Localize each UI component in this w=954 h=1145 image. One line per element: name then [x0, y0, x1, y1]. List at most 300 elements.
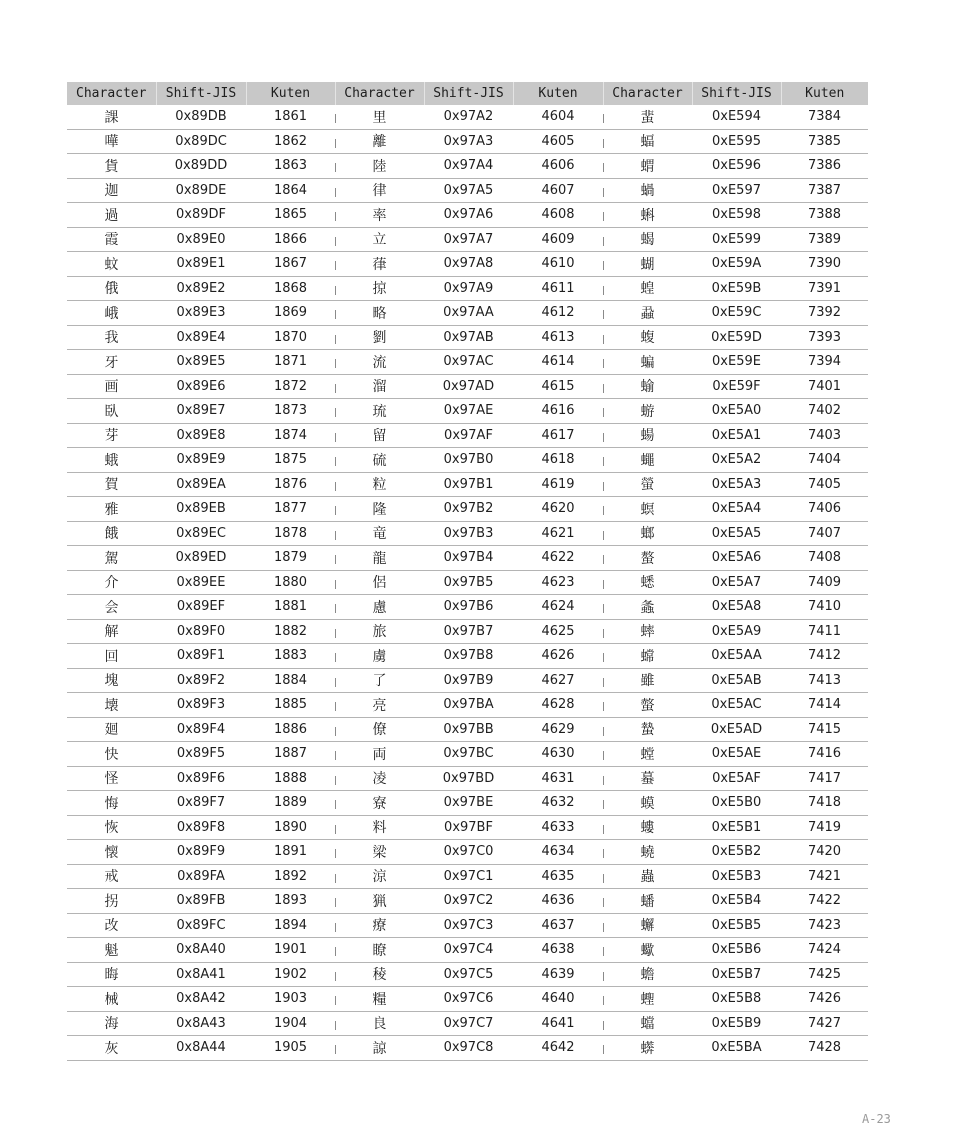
kuten-cell: 1885: [246, 693, 335, 718]
character-cell: 蝓: [603, 374, 692, 399]
shift-jis-cell: 0x89F6: [156, 766, 246, 791]
shift-jis-cell: 0x89EF: [156, 595, 246, 620]
character-cell: 蟀: [603, 619, 692, 644]
table-row: [67, 276, 868, 301]
shift-jis-cell: 0xE59C: [692, 301, 781, 326]
kuten-cell: 4608: [513, 203, 603, 228]
shift-jis-cell: 0xE599: [692, 227, 781, 252]
table-body: [67, 105, 868, 1060]
shift-jis-cell: 0x89F8: [156, 815, 246, 840]
header-character: Character: [67, 82, 156, 105]
kuten-cell: 7425: [781, 962, 868, 987]
shift-jis-cell: 0xE5B3: [692, 864, 781, 889]
kuten-cell: 4635: [513, 864, 603, 889]
kuten-cell: 7427: [781, 1011, 868, 1036]
shift-jis-cell: 0x89E0: [156, 227, 246, 252]
character-cell: 蟠: [603, 889, 692, 914]
shift-jis-cell: 0x97BC: [424, 742, 513, 767]
shift-jis-cell: 0x97B9: [424, 668, 513, 693]
shift-jis-cell: 0xE595: [692, 129, 781, 154]
kuten-cell: 7385: [781, 129, 868, 154]
character-cell: 猟: [335, 889, 424, 914]
character-cell: 掠: [335, 276, 424, 301]
shift-jis-cell: 0x89EB: [156, 497, 246, 522]
shift-jis-cell: 0x89DD: [156, 154, 246, 179]
kuten-cell: 1880: [246, 570, 335, 595]
kuten-cell: 1901: [246, 938, 335, 963]
character-cell: 貨: [67, 154, 156, 179]
character-cell: 率: [335, 203, 424, 228]
character-cell: 侶: [335, 570, 424, 595]
kuten-cell: 1883: [246, 644, 335, 669]
character-cell: 蟶: [603, 987, 692, 1012]
charset-table: [67, 82, 868, 1061]
kuten-cell: 1890: [246, 815, 335, 840]
table-row: [67, 423, 868, 448]
kuten-cell: 7421: [781, 864, 868, 889]
table-row: [67, 570, 868, 595]
character-cell: 螂: [603, 521, 692, 546]
kuten-cell: 4605: [513, 129, 603, 154]
kuten-cell: 7423: [781, 913, 868, 938]
character-cell: 魁: [67, 938, 156, 963]
character-cell: 怪: [67, 766, 156, 791]
kuten-cell: 4624: [513, 595, 603, 620]
kuten-cell: 7403: [781, 423, 868, 448]
character-cell: 蟾: [603, 962, 692, 987]
shift-jis-cell: 0x97A3: [424, 129, 513, 154]
table-row: [67, 1036, 868, 1061]
kuten-cell: 7406: [781, 497, 868, 522]
character-cell: 蝠: [603, 129, 692, 154]
shift-jis-cell: 0x97AF: [424, 423, 513, 448]
character-cell: 悔: [67, 791, 156, 816]
kuten-cell: 1903: [246, 987, 335, 1012]
character-cell: 灰: [67, 1036, 156, 1061]
shift-jis-cell: 0x97A2: [424, 105, 513, 129]
character-cell: 寮: [335, 791, 424, 816]
shift-jis-cell: 0x89DB: [156, 105, 246, 129]
shift-jis-cell: 0x89EE: [156, 570, 246, 595]
shift-jis-cell: 0xE5B0: [692, 791, 781, 816]
table-row: [67, 766, 868, 791]
kuten-cell: 1893: [246, 889, 335, 914]
kuten-cell: 1881: [246, 595, 335, 620]
table-row: [67, 619, 868, 644]
kuten-cell: 4633: [513, 815, 603, 840]
shift-jis-cell: 0x97B6: [424, 595, 513, 620]
kuten-cell: 4638: [513, 938, 603, 963]
character-cell: 過: [67, 203, 156, 228]
shift-jis-cell: 0x89FA: [156, 864, 246, 889]
kuten-cell: 4637: [513, 913, 603, 938]
kuten-cell: 7408: [781, 546, 868, 571]
shift-jis-cell: 0xE5BA: [692, 1036, 781, 1061]
shift-jis-cell: 0x89F1: [156, 644, 246, 669]
kuten-cell: 7422: [781, 889, 868, 914]
character-cell: 稜: [335, 962, 424, 987]
kuten-cell: 4606: [513, 154, 603, 179]
kuten-cell: 4619: [513, 472, 603, 497]
shift-jis-cell: 0x89F9: [156, 840, 246, 865]
character-cell: 快: [67, 742, 156, 767]
header-kuten: Kuten: [781, 82, 868, 105]
shift-jis-cell: 0xE5B4: [692, 889, 781, 914]
kuten-cell: 1894: [246, 913, 335, 938]
kuten-cell: 1874: [246, 423, 335, 448]
kuten-cell: 1863: [246, 154, 335, 179]
kuten-cell: 4609: [513, 227, 603, 252]
kuten-cell: 4631: [513, 766, 603, 791]
kuten-cell: 1889: [246, 791, 335, 816]
character-cell: 律: [335, 178, 424, 203]
table-row: [67, 178, 868, 203]
kuten-cell: 1868: [246, 276, 335, 301]
character-cell: 療: [335, 913, 424, 938]
kuten-cell: 1870: [246, 325, 335, 350]
character-cell: 虜: [335, 644, 424, 669]
shift-jis-cell: 0xE59A: [692, 252, 781, 277]
character-cell: 会: [67, 595, 156, 620]
shift-jis-cell: 0x89DE: [156, 178, 246, 203]
shift-jis-cell: 0x97B0: [424, 448, 513, 473]
shift-jis-cell: 0xE59E: [692, 350, 781, 375]
kuten-cell: 4627: [513, 668, 603, 693]
table-row: [67, 791, 868, 816]
kuten-cell: 4620: [513, 497, 603, 522]
table-row: [67, 864, 868, 889]
shift-jis-cell: 0x97B1: [424, 472, 513, 497]
shift-jis-cell: 0x97A7: [424, 227, 513, 252]
table-row: [67, 497, 868, 522]
shift-jis-cell: 0x97C1: [424, 864, 513, 889]
shift-jis-cell: 0x89E4: [156, 325, 246, 350]
character-cell: 略: [335, 301, 424, 326]
table-row: [67, 374, 868, 399]
shift-jis-cell: 0x8A41: [156, 962, 246, 987]
character-cell: 械: [67, 987, 156, 1012]
character-cell: 了: [335, 668, 424, 693]
shift-jis-cell: 0x97C5: [424, 962, 513, 987]
shift-jis-cell: 0xE5A0: [692, 399, 781, 424]
character-cell: 亮: [335, 693, 424, 718]
table-row: [67, 521, 868, 546]
shift-jis-cell: 0xE596: [692, 154, 781, 179]
shift-jis-cell: 0x89E7: [156, 399, 246, 424]
shift-jis-cell: 0x97B8: [424, 644, 513, 669]
kuten-cell: 7393: [781, 325, 868, 350]
character-cell: 蠏: [603, 913, 692, 938]
kuten-cell: 1882: [246, 619, 335, 644]
character-cell: 陸: [335, 154, 424, 179]
character-cell: 糧: [335, 987, 424, 1012]
kuten-cell: 1887: [246, 742, 335, 767]
shift-jis-cell: 0x97A9: [424, 276, 513, 301]
character-cell: 俄: [67, 276, 156, 301]
shift-jis-cell: 0x97C7: [424, 1011, 513, 1036]
character-cell: 隆: [335, 497, 424, 522]
shift-jis-cell: 0x89DC: [156, 129, 246, 154]
table-row: [67, 962, 868, 987]
character-cell: 蚊: [67, 252, 156, 277]
shift-jis-cell: 0x97C3: [424, 913, 513, 938]
header-shift-jis: Shift-JIS: [692, 82, 781, 105]
character-cell: 両: [335, 742, 424, 767]
character-cell: 芽: [67, 423, 156, 448]
kuten-cell: 7415: [781, 717, 868, 742]
table-row: [67, 154, 868, 179]
character-cell: 峨: [67, 301, 156, 326]
character-cell: 我: [67, 325, 156, 350]
kuten-cell: 7390: [781, 252, 868, 277]
shift-jis-cell: 0xE5A8: [692, 595, 781, 620]
kuten-cell: 4604: [513, 105, 603, 129]
shift-jis-cell: 0x97B5: [424, 570, 513, 595]
table-row: [67, 472, 868, 497]
character-cell: 蠍: [603, 938, 692, 963]
character-cell: 雅: [67, 497, 156, 522]
kuten-cell: 4642: [513, 1036, 603, 1061]
character-cell: 臥: [67, 399, 156, 424]
character-cell: 溜: [335, 374, 424, 399]
character-cell: 蟐: [603, 644, 692, 669]
kuten-cell: 4618: [513, 448, 603, 473]
shift-jis-cell: 0x97A6: [424, 203, 513, 228]
kuten-cell: 1905: [246, 1036, 335, 1061]
table-row: [67, 987, 868, 1012]
character-cell: 蝴: [603, 252, 692, 277]
kuten-cell: 1864: [246, 178, 335, 203]
kuten-cell: 7426: [781, 987, 868, 1012]
kuten-cell: 7424: [781, 938, 868, 963]
header-character: Character: [603, 82, 692, 105]
table-row: [67, 595, 868, 620]
table-header-row: [67, 82, 868, 105]
kuten-cell: 4634: [513, 840, 603, 865]
shift-jis-cell: 0xE59D: [692, 325, 781, 350]
shift-jis-cell: 0x97AD: [424, 374, 513, 399]
kuten-cell: 4616: [513, 399, 603, 424]
kuten-cell: 7386: [781, 154, 868, 179]
kuten-cell: 7389: [781, 227, 868, 252]
shift-jis-cell: 0xE5B2: [692, 840, 781, 865]
character-cell: 葎: [335, 252, 424, 277]
character-cell: 良: [335, 1011, 424, 1036]
shift-jis-cell: 0x97AA: [424, 301, 513, 326]
kuten-cell: 1875: [246, 448, 335, 473]
table-row: [67, 252, 868, 277]
kuten-cell: 7409: [781, 570, 868, 595]
kuten-cell: 1891: [246, 840, 335, 865]
character-cell: 蝟: [603, 154, 692, 179]
character-cell: 嘩: [67, 129, 156, 154]
kuten-cell: 7392: [781, 301, 868, 326]
shift-jis-cell: 0x97A8: [424, 252, 513, 277]
shift-jis-cell: 0xE59B: [692, 276, 781, 301]
character-cell: 竜: [335, 521, 424, 546]
shift-jis-cell: 0x89ED: [156, 546, 246, 571]
character-cell: 螽: [603, 595, 692, 620]
kuten-cell: 7405: [781, 472, 868, 497]
kuten-cell: 4630: [513, 742, 603, 767]
character-cell: 壊: [67, 693, 156, 718]
character-cell: 牙: [67, 350, 156, 375]
table-row: [67, 301, 868, 326]
shift-jis-cell: 0x89E3: [156, 301, 246, 326]
kuten-cell: 4640: [513, 987, 603, 1012]
table-row: [67, 717, 868, 742]
table-row: [67, 840, 868, 865]
kuten-cell: 7391: [781, 276, 868, 301]
shift-jis-cell: 0x97BD: [424, 766, 513, 791]
kuten-cell: 7414: [781, 693, 868, 718]
table-row: [67, 399, 868, 424]
kuten-cell: 7417: [781, 766, 868, 791]
character-cell: 拐: [67, 889, 156, 914]
character-cell: 梁: [335, 840, 424, 865]
kuten-cell: 4607: [513, 178, 603, 203]
shift-jis-cell: 0x97B3: [424, 521, 513, 546]
character-cell: 立: [335, 227, 424, 252]
shift-jis-cell: 0x97AE: [424, 399, 513, 424]
kuten-cell: 1867: [246, 252, 335, 277]
shift-jis-cell: 0x97AB: [424, 325, 513, 350]
shift-jis-cell: 0x97A5: [424, 178, 513, 203]
kuten-cell: 7420: [781, 840, 868, 865]
character-cell: 蜚: [603, 105, 692, 129]
character-cell: 蟆: [603, 791, 692, 816]
header-shift-jis: Shift-JIS: [156, 82, 246, 105]
table-row: [67, 105, 868, 129]
kuten-cell: 4623: [513, 570, 603, 595]
character-cell: 蟲: [603, 864, 692, 889]
character-cell: 蟋: [603, 570, 692, 595]
kuten-cell: 1872: [246, 374, 335, 399]
header-character: Character: [335, 82, 424, 105]
shift-jis-cell: 0xE5AB: [692, 668, 781, 693]
kuten-cell: 1902: [246, 962, 335, 987]
kuten-cell: 1871: [246, 350, 335, 375]
shift-jis-cell: 0xE5A7: [692, 570, 781, 595]
shift-jis-cell: 0x89E6: [156, 374, 246, 399]
shift-jis-cell: 0x89DF: [156, 203, 246, 228]
kuten-cell: 4628: [513, 693, 603, 718]
shift-jis-cell: 0x89EC: [156, 521, 246, 546]
shift-jis-cell: 0x97C2: [424, 889, 513, 914]
character-cell: 螢: [603, 472, 692, 497]
kuten-cell: 7404: [781, 448, 868, 473]
shift-jis-cell: 0x89F3: [156, 693, 246, 718]
kuten-cell: 1877: [246, 497, 335, 522]
shift-jis-cell: 0xE5A2: [692, 448, 781, 473]
shift-jis-cell: 0x89FB: [156, 889, 246, 914]
kuten-cell: 1878: [246, 521, 335, 546]
shift-jis-cell: 0xE5A4: [692, 497, 781, 522]
character-cell: 螳: [603, 742, 692, 767]
shift-jis-cell: 0x89E1: [156, 252, 246, 277]
shift-jis-cell: 0xE5AF: [692, 766, 781, 791]
character-cell: 蝗: [603, 276, 692, 301]
character-cell: 粒: [335, 472, 424, 497]
kuten-cell: 4613: [513, 325, 603, 350]
table-row: [67, 742, 868, 767]
character-cell: 硫: [335, 448, 424, 473]
shift-jis-cell: 0xE5A5: [692, 521, 781, 546]
character-cell: 画: [67, 374, 156, 399]
character-cell: 晦: [67, 962, 156, 987]
table-row: [67, 1011, 868, 1036]
kuten-cell: 4622: [513, 546, 603, 571]
kuten-cell: 7394: [781, 350, 868, 375]
shift-jis-cell: 0xE59F: [692, 374, 781, 399]
character-cell: 慮: [335, 595, 424, 620]
shift-jis-cell: 0xE5AA: [692, 644, 781, 669]
kuten-cell: 1865: [246, 203, 335, 228]
character-cell: 劉: [335, 325, 424, 350]
kuten-cell: 7384: [781, 105, 868, 129]
character-cell: 介: [67, 570, 156, 595]
shift-jis-cell: 0x97BF: [424, 815, 513, 840]
kuten-cell: 4617: [513, 423, 603, 448]
shift-jis-cell: 0xE5A9: [692, 619, 781, 644]
table-row: [67, 350, 868, 375]
page-number: A-23: [862, 1112, 891, 1126]
kuten-cell: 7387: [781, 178, 868, 203]
kuten-cell: 4639: [513, 962, 603, 987]
character-cell: 懐: [67, 840, 156, 865]
character-cell: 蝮: [603, 325, 692, 350]
shift-jis-cell: 0xE5B5: [692, 913, 781, 938]
character-cell: 留: [335, 423, 424, 448]
shift-jis-cell: 0x97A4: [424, 154, 513, 179]
kuten-cell: 1861: [246, 105, 335, 129]
kuten-cell: 1886: [246, 717, 335, 742]
shift-jis-cell: 0x89E5: [156, 350, 246, 375]
character-cell: 蝎: [603, 227, 692, 252]
character-cell: 解: [67, 619, 156, 644]
shift-jis-cell: 0x89F7: [156, 791, 246, 816]
character-cell: 蝸: [603, 178, 692, 203]
shift-jis-cell: 0xE5AD: [692, 717, 781, 742]
kuten-cell: 1866: [246, 227, 335, 252]
character-cell: 諒: [335, 1036, 424, 1061]
character-cell: 雖: [603, 668, 692, 693]
character-cell: 改: [67, 913, 156, 938]
shift-jis-cell: 0x97BA: [424, 693, 513, 718]
character-cell: 蝨: [603, 301, 692, 326]
character-cell: 流: [335, 350, 424, 375]
kuten-cell: 7428: [781, 1036, 868, 1061]
kuten-cell: 4615: [513, 374, 603, 399]
kuten-cell: 7401: [781, 374, 868, 399]
kuten-cell: 4632: [513, 791, 603, 816]
kuten-cell: 1884: [246, 668, 335, 693]
shift-jis-cell: 0xE5B9: [692, 1011, 781, 1036]
character-cell: 琉: [335, 399, 424, 424]
character-cell: 旅: [335, 619, 424, 644]
shift-jis-cell: 0x89F5: [156, 742, 246, 767]
kuten-cell: 7419: [781, 815, 868, 840]
shift-jis-cell: 0x8A42: [156, 987, 246, 1012]
shift-jis-cell: 0x97B2: [424, 497, 513, 522]
kuten-cell: 4641: [513, 1011, 603, 1036]
kuten-cell: 4611: [513, 276, 603, 301]
shift-jis-cell: 0x89E8: [156, 423, 246, 448]
shift-jis-cell: 0x89E9: [156, 448, 246, 473]
shift-jis-cell: 0x97B4: [424, 546, 513, 571]
character-cell: 海: [67, 1011, 156, 1036]
character-cell: 凌: [335, 766, 424, 791]
